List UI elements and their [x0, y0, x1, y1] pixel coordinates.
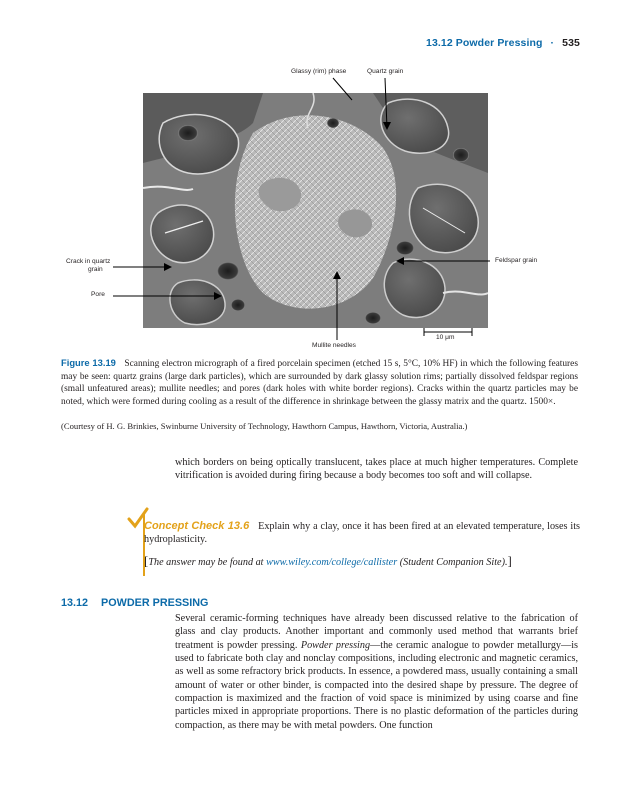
concept-check-answer: [144, 554, 580, 569]
figure-leader-lines: [0, 60, 638, 360]
label-quartz-grain: Quartz grain: [367, 68, 404, 75]
label-mullite-needles: Mullite needles: [312, 342, 356, 349]
figure-13-19: [0, 60, 638, 360]
label-feldspar-grain: Feldspar grain: [495, 257, 538, 264]
label-crack-line1: Crack in quartz: [66, 258, 111, 265]
section-number: 13.12: [61, 597, 89, 609]
concept-check-box: [125, 510, 580, 582]
answer-bracket-close: ]: [507, 553, 512, 568]
concept-check-question: Explain why a clay, once it has been fired at an elevated temperature, loses its hydroplasticity.: [144, 521, 581, 546]
answer-link[interactable]: www.wiley.com/college/callister: [266, 557, 398, 568]
figure-caption: [61, 357, 578, 408]
page-number: 535: [562, 37, 580, 49]
label-crack-line2: grain: [88, 266, 103, 273]
figure-courtesy: (Courtesy of H. G. Brinkies, Swinburne University of Technology, Hawthorn Campus, Hawthorn, Victoria, Australia.): [61, 421, 468, 431]
answer-prefix: The answer may be found at: [148, 557, 267, 568]
answer-bracket-open: [: [144, 553, 149, 568]
answer-suffix: (Student Companion Site).: [397, 557, 508, 568]
running-header: [426, 37, 580, 49]
label-glassy-rim: Glassy (rim) phase: [291, 68, 347, 75]
para2-part2: —the ceramic analogue to powder metallurgy—is used to fabricate both clay and nonclay compositions, including electronic and magnetic ceramics, as well as some refractory brick products. In essence, a powdered mass, usually containing a small amount of water or other binder, is compacted into the desired shape by pressure. The degree of compaction is maximized and the fraction of void space is minimized by using coarse and fine particles mixed in appropriate proportions. There is no plastic deformation of the particles during compaction, as there may be with metal powders. One function: [175, 639, 578, 731]
section-title: POWDER PRESSING: [101, 597, 209, 609]
scale-bar-label: 10 μm: [436, 334, 455, 341]
header-section-title: 13.12 Powder Pressing: [426, 37, 543, 49]
para2-part1: Several ceramic-forming techniques have already been discussed relative to the fabrication of glass and clay products. Another important and commonly used method that warrants brief treatment is powder pressing.: [175, 613, 578, 651]
figure-caption-title: Figure 13.19: [61, 357, 116, 368]
concept-check-title: Concept Check 13.6: [144, 520, 250, 532]
label-pore: Pore: [91, 291, 105, 298]
figure-caption-text: Scanning electron micrograph of a fired porcelain specimen (etched 15 s, 5°C, 10% HF) in which the following features may be seen: quartz grains (large dark particles), which are surrounded by dark glassy solution rims; partially dissolved feldspar regions (small unfeatured areas); mullite needles; and pores (dark holes with white border regions). Cracks within the quartz particles may be noted, which were formed during cooling as a result of the difference in shrinkage between the glassy matrix and the quartz. 1500×.: [61, 359, 578, 407]
concept-check-question-block: [144, 520, 580, 546]
header-separator: ·: [550, 37, 555, 49]
body-paragraph-1: which borders on being optically translucent, takes place at much higher temperatures. Complete vitrification is avoided during firing because a body becomes too soft and will collapse.: [175, 457, 578, 482]
body-paragraph-2: [175, 612, 578, 732]
section-heading: [61, 597, 208, 609]
para2-term: Powder pressing: [300, 639, 371, 651]
